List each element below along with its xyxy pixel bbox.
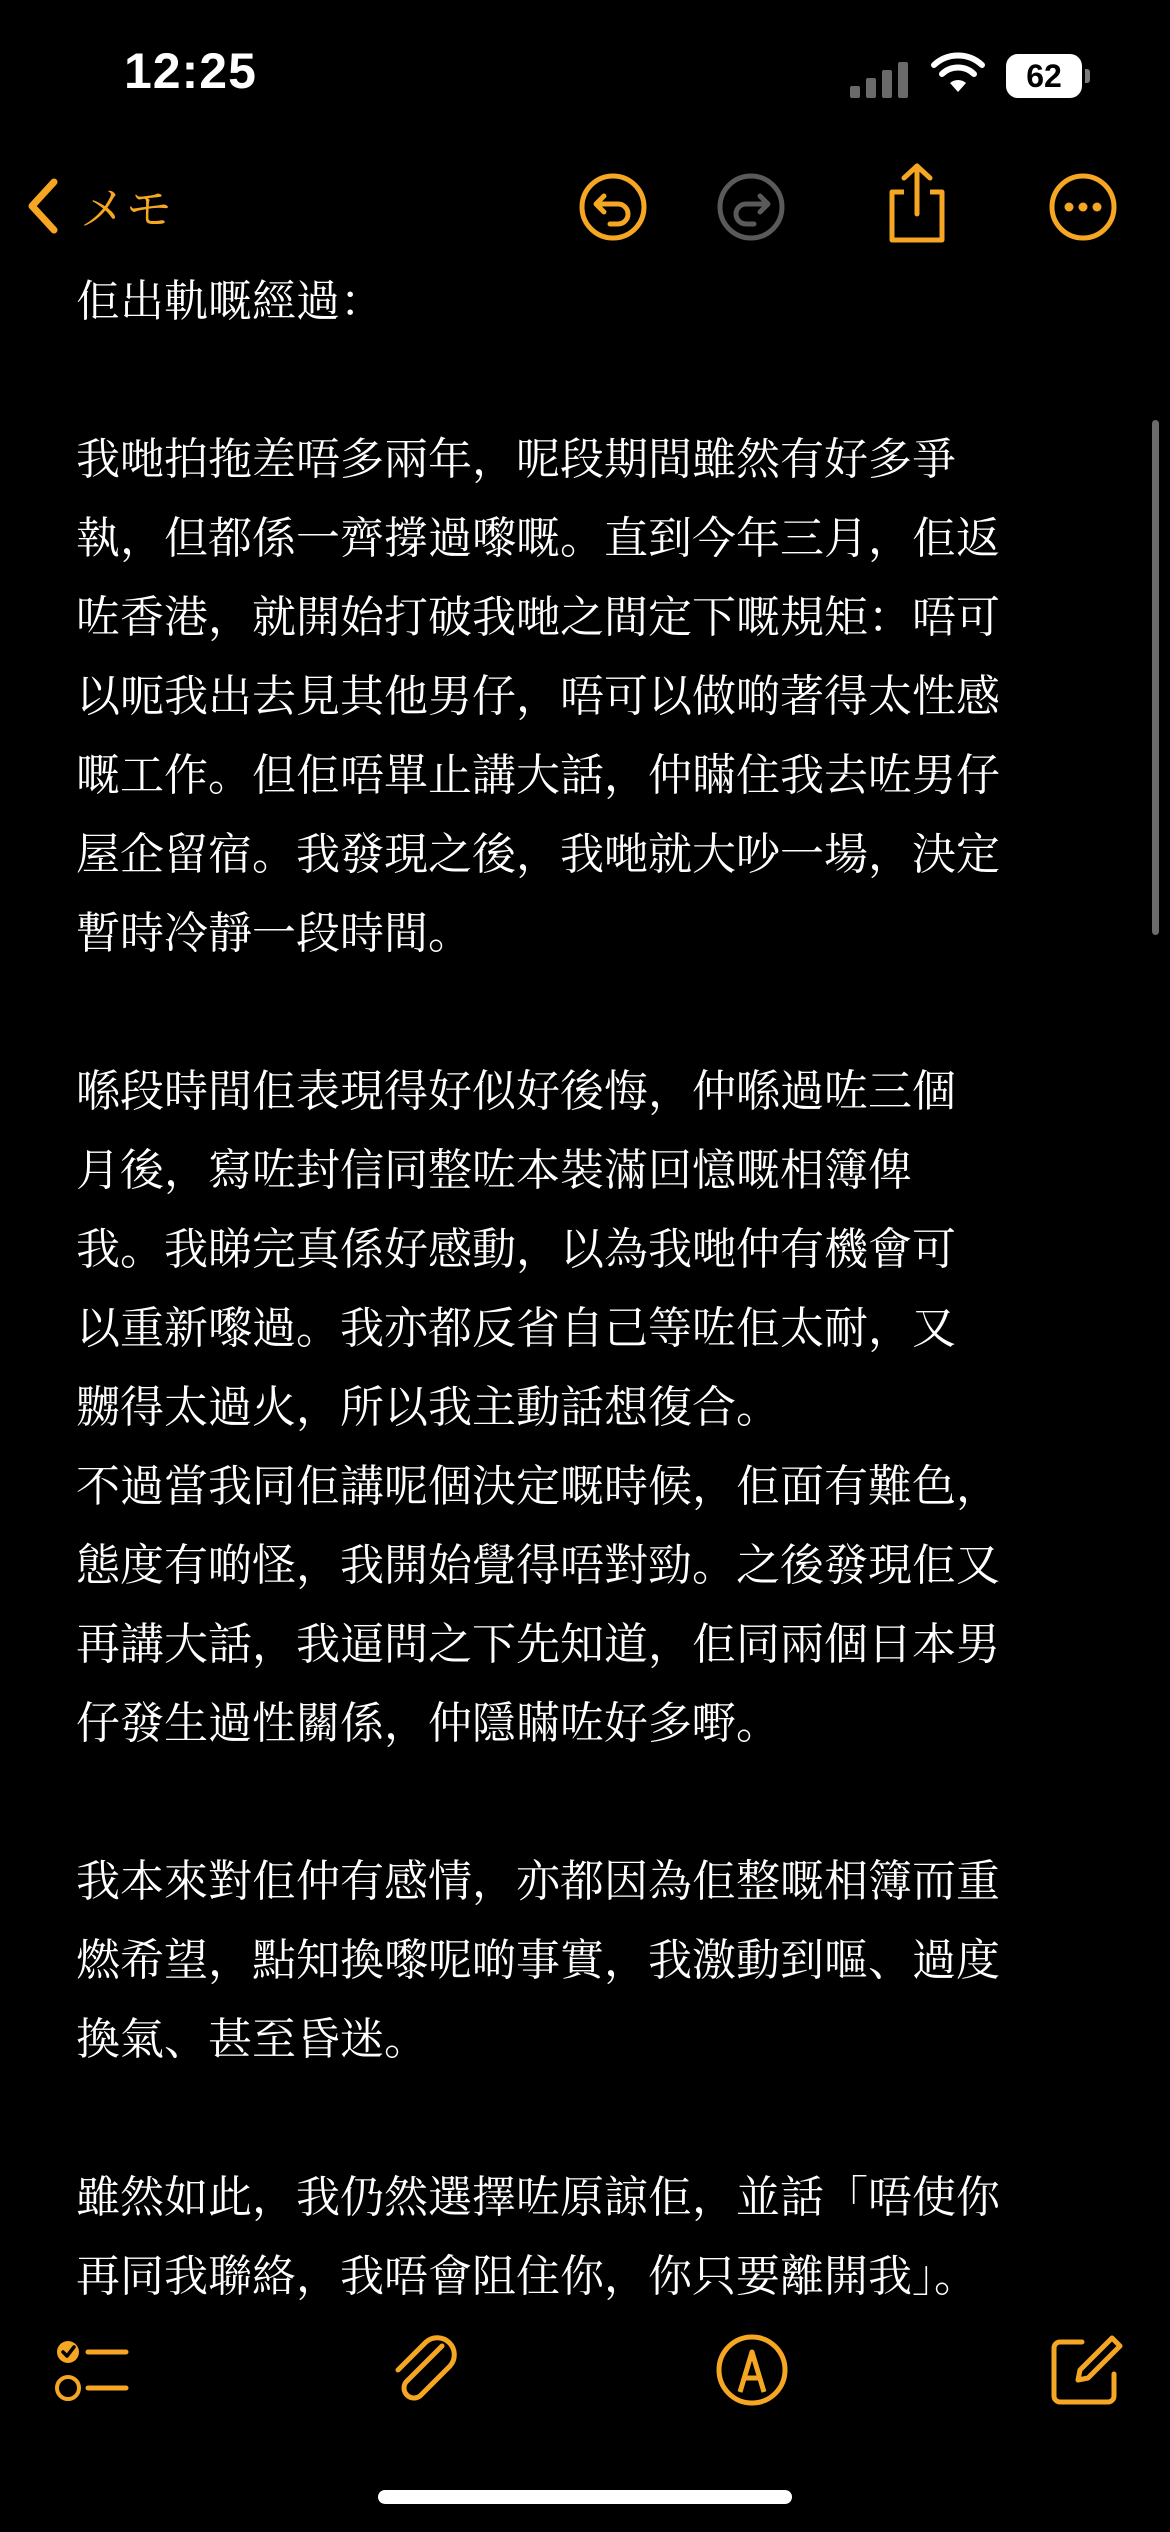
more-icon[interactable] [1048, 172, 1118, 242]
note-line: 再講大話，我逼問之下先知道，佢同兩個日本男 [76, 1619, 1000, 1670]
status-bar [0, 0, 1170, 150]
markup-pen-icon[interactable] [712, 2330, 792, 2410]
status-time: 12:25 [124, 43, 257, 99]
note-line [76, 2079, 1096, 2158]
note-line [76, 341, 1096, 420]
paperclip-icon[interactable] [384, 2330, 464, 2410]
note-line [76, 1763, 1096, 1842]
note-line: 佢出軌嘅經過： [76, 276, 384, 327]
note-line: 再同我聯絡，我唔會阻住你，你只要離開我」。 [76, 2251, 978, 2302]
note-line: 雖然如此，我仍然選擇咗原諒佢，並話「唔使你 [76, 2172, 1000, 2223]
scroll-indicator[interactable] [1152, 420, 1159, 935]
battery-tip [1085, 69, 1090, 83]
signal-icon [848, 60, 912, 100]
checklist-icon[interactable] [52, 2330, 132, 2410]
back-label: メモ [80, 182, 172, 236]
note-line: 換氣、甚至昏迷。 [76, 2014, 428, 2065]
undo-icon[interactable] [578, 172, 648, 242]
note-body[interactable] [76, 262, 1096, 2316]
note-line: 嬲得太過火，所以我主動話想復合。 [76, 1382, 780, 1433]
note-line: 以重新嚟過。我亦都反省自己等咗佢太耐，又 [76, 1303, 956, 1354]
note-line: 燃希望，點知換嚟呢啲事實，我激動到嘔、過度 [76, 1935, 1000, 1986]
back-button[interactable] [20, 168, 172, 244]
note-line: 態度有啲怪，我開始覺得唔對勁。之後發現佢又 [76, 1540, 1000, 1591]
note-line: 我哋拍拖差唔多兩年，呢段期間雖然有好多爭 [76, 434, 956, 485]
note-line: 不過當我同佢講呢個決定嘅時候，佢面有難色， [76, 1461, 1000, 1512]
home-indicator[interactable] [378, 2490, 792, 2504]
note-line: 暫時冷靜一段時間。 [76, 908, 472, 959]
battery-level: 62 [1006, 54, 1082, 98]
note-line: 咗香港，就開始打破我哋之間定下嘅規矩：唔可 [76, 592, 1000, 643]
chevron-left-icon [20, 174, 68, 238]
note-line: 以呃我出去見其他男仔，唔可以做啲著得太性感 [76, 671, 1000, 722]
note-line: 月後，寫咗封信同整咗本裝滿回憶嘅相簿俾 [76, 1145, 912, 1196]
note-line [76, 973, 1096, 1052]
note-line: 我本來對佢仲有感情，亦都因為佢整嘅相簿而重 [76, 1856, 1000, 1907]
redo-icon[interactable] [716, 172, 786, 242]
share-icon[interactable] [882, 162, 952, 244]
note-line: 執，但都係一齊撐過嚟嘅。直到今年三月，佢返 [76, 513, 1000, 564]
note-line: 仔發生過性關係，仲隱瞞咗好多嘢。 [76, 1698, 780, 1749]
compose-icon[interactable] [1046, 2330, 1126, 2410]
nav-bar [0, 160, 1170, 250]
bottom-toolbar [0, 2320, 1170, 2420]
note-line: 嘅工作。但佢唔單止講大話，仲瞞住我去咗男仔 [76, 750, 1000, 801]
note-line: 屋企留宿。我發現之後，我哋就大吵一場，決定 [76, 829, 1000, 880]
note-line: 我。我睇完真係好感動，以為我哋仲有機會可 [76, 1224, 956, 1275]
wifi-icon [930, 52, 986, 96]
note-line: 喺段時間佢表現得好似好後悔，仲喺過咗三個 [76, 1066, 956, 1117]
battery-indicator [1006, 54, 1090, 98]
